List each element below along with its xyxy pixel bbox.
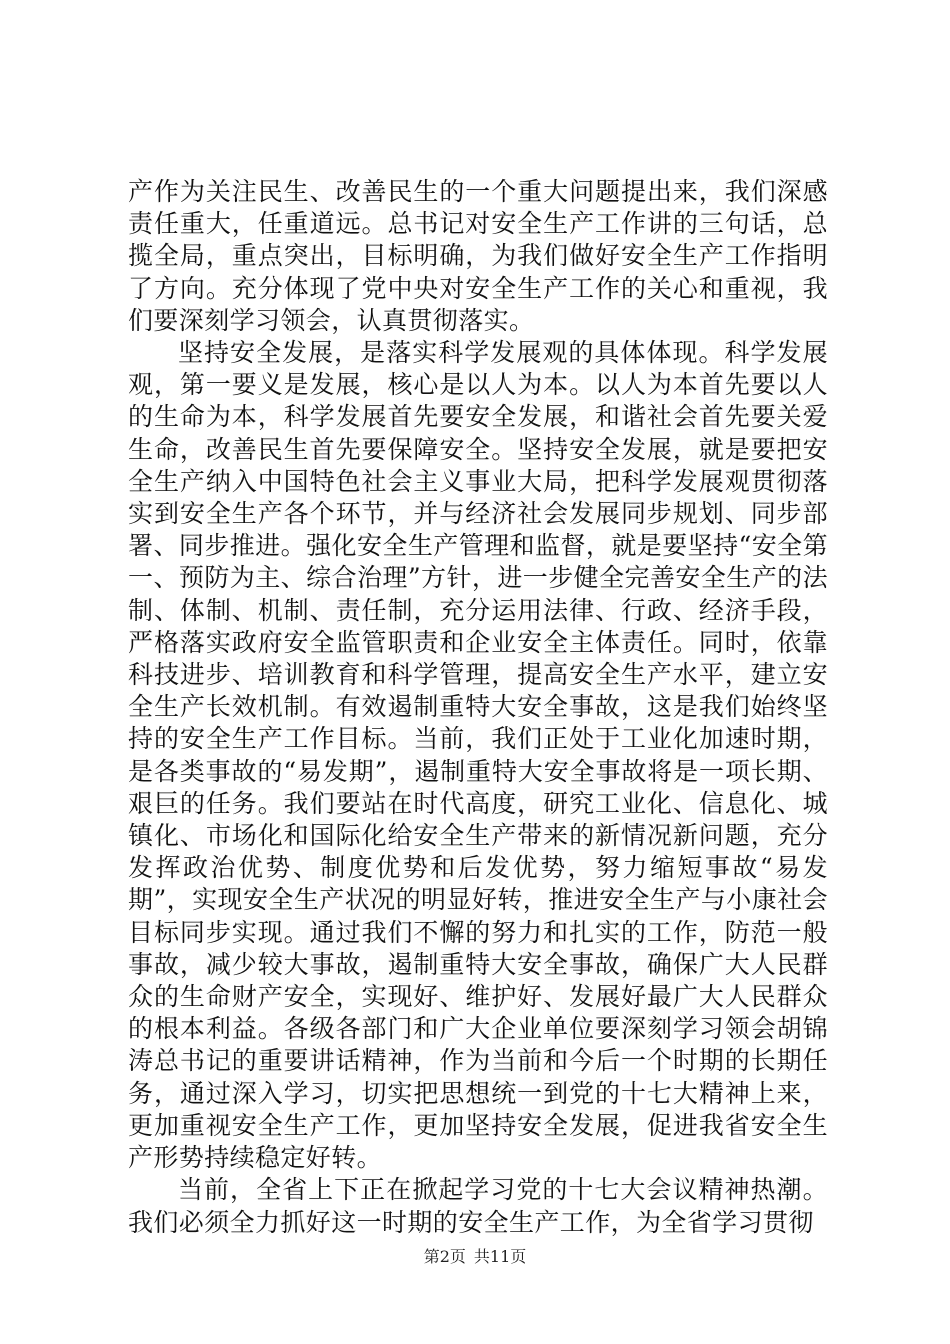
document-body [128, 176, 828, 1239]
paragraph-1: 产作为关注民生、改善民生的一个重大问题提出来，我们深感责任重大，任重道远。总书记对安全生产工作讲的三句话，总揽全局，重点突出，目标明确，为我们做好安全生产工作指明了方向。充分体现了党中央对安全生产工作的关心和重视，我们要深刻学习领会，认真贯彻落实。 [128, 177, 828, 335]
paragraph-2: 坚持安全发展，是落实科学发展观的具体体现。科学发展观，第一要义是发展，核心是以人为本。以人为本首先要以人的生命为本，科学发展首先要安全发展，和谐社会首先要关爱生命，改善民生首先要保障安全。坚持安全发展，就是要把安全生产纳入中国特色社会主义事业大局，把科学发展观贯彻落实到安全生产各个环节，并与经济社会发展同步规划、同步部署、同步推进。强化安全生产管理和监督，就是要坚持“安全第一、预防为主、综合治理”方针，进一步健全完善安全生产的法制、体制、机制、责任制，充分运用法律、行政、经济手段，严格落实政府安全监管职责和企业安全主体责任。同时，依靠科技进步、培训教育和科学管理，提高安全生产水平，建立安全生产长效机制。有效遏制重特大安全事故，这是我们始终坚持的安全生产工作目标。当前，我们正处于工业化加速时期，是各类事故的“易发期”，遏制重特大安全事故将是一项长期、艰巨的任务。我们要站在时代高度，研究工业化、信息化、城镇化、市场化和国际化给安全生产带来的新情况新问题，充分发挥政治优势、制度优势和后发优势，努力缩短事故“易发期”，实现安全生产状况的明显好转，推进安全生产与小康社会目标同步实现。通过我们不懈的努力和扎实的工作，防范一般事故，减少较大事故，遏制重特大安全事故，确保广大人民群众的生命财产安全，实现好、维护好、发展好最广大人民群众的根本利益。各级各部门和广大企业单位要深刻学习领会胡锦涛总书记的重要讲话精神，作为当前和今后一个时期的长期任务，通过深入学习，切实把思想统一到党的十七大精神上来，更加重视安全生产工作，更加坚持安全发展，促进我省安全生产形势持续稳定好转。 [128, 338, 828, 1173]
page-footer [0, 1244, 950, 1267]
paragraph-3: 当前，全省上下正在掀起学习党的十七大会议精神热潮。我们必须全力抓好这一时期的安全生产工作，为全省学习贯彻 [128, 1175, 828, 1237]
page-number: 第2页 [423, 1247, 466, 1266]
page-total: 共11页 [473, 1247, 527, 1266]
